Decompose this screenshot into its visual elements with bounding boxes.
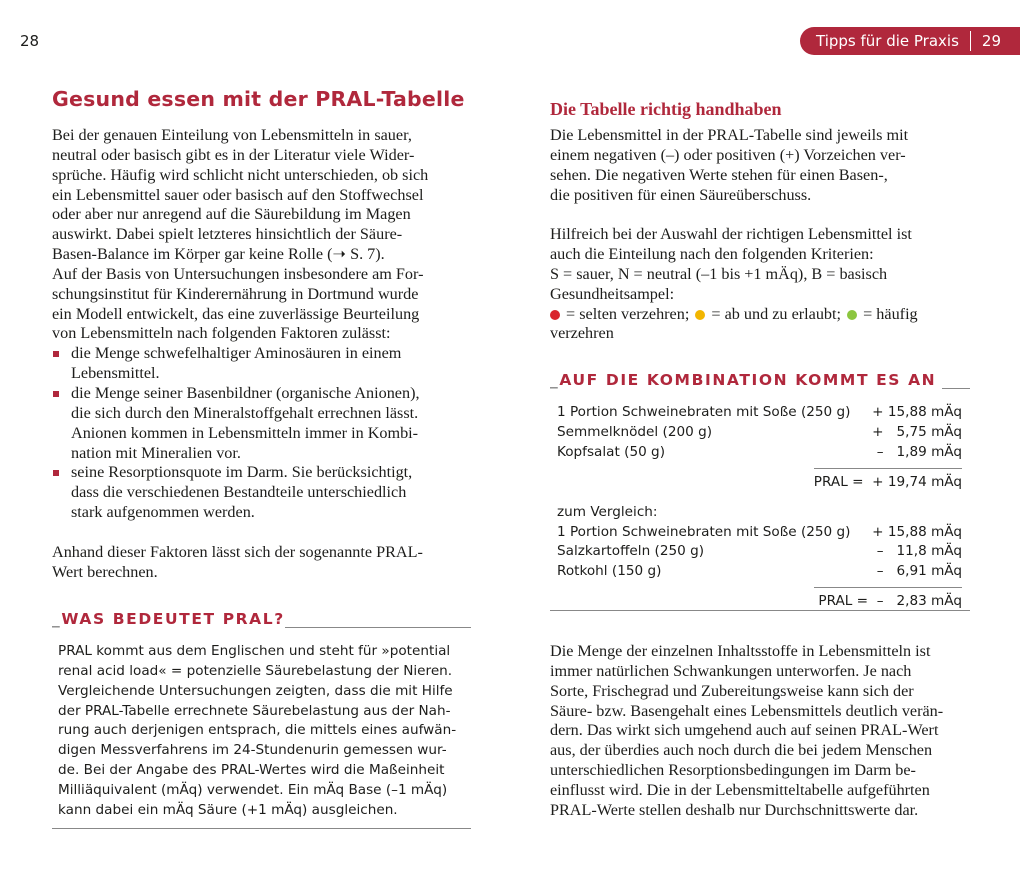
pral-value: + 15,88 mÄq xyxy=(872,404,962,420)
paragraph xyxy=(550,225,918,304)
text-line: nation mit Mineralien vor. xyxy=(71,443,241,462)
text-line: die Menge seiner Basenbildner (organische Anionen), xyxy=(71,383,420,402)
food-item: 1 Portion Schweinebraten mit Soße (250 g) xyxy=(557,523,851,540)
page-number-left: 28 xyxy=(20,32,40,50)
text-line: kann dabei ein mÄq Säure (+1 mÄq) ausgleichen. xyxy=(58,801,398,818)
text-line: stark aufgenommen werden. xyxy=(71,503,255,522)
text-line: auch die Einteilung nach den folgenden Kriterien: xyxy=(550,245,874,264)
pral-table xyxy=(557,403,962,612)
text-line: oder aber nur anregend auf die Säurebildung im Magen xyxy=(52,205,411,224)
outro-paragraph xyxy=(52,543,428,583)
pral-total: PRAL = + 19,74 mÄq xyxy=(813,473,962,490)
ampel-line: = selten verzehren; = ab und zu erlaubt; = häufig xyxy=(550,305,918,325)
page-title: Gesund essen mit der PRAL-Tabelle xyxy=(52,87,465,111)
food-item: 1 Portion Schweinebraten mit Soße (250 g) xyxy=(557,404,851,420)
text-line: dass die verschiedenen Bestandteile unterschiedlich xyxy=(71,483,407,502)
divider xyxy=(285,627,471,628)
compare-label: zum Vergleich: xyxy=(557,503,658,520)
text-line: ein Lebensmittel sauer oder basisch auf den Stoffwechsel xyxy=(52,185,424,204)
text-line: die positiven für einen Säureüberschuss. xyxy=(550,185,812,204)
text-line: schungsinstitut für Kinderernährung in Dortmund wurde xyxy=(52,284,419,303)
pral-total: PRAL = – 2,83 mÄq xyxy=(818,593,962,610)
pral-value: – 6,91 mÄq xyxy=(876,563,962,580)
text-line: Gesundheitsampel: xyxy=(550,284,675,303)
text-line: Sorte, Frischegrad und Zubereitungsweise kann sich der xyxy=(550,681,914,700)
text-line: de. Bei der Angabe des PRAL-Wertes wird die Maßeinheit xyxy=(58,762,445,779)
ampel-line: verzehren xyxy=(550,324,614,343)
table-row xyxy=(557,423,962,443)
divider xyxy=(52,828,471,829)
table-row xyxy=(557,443,962,463)
text-line: PRAL kommt aus dem Englischen und steht für »potential xyxy=(58,643,451,659)
text-line: einflusst wird. Die in der Lebensmitteltabelle aufgeführten xyxy=(550,780,930,799)
left-body xyxy=(52,126,428,582)
green-dot-icon xyxy=(847,310,857,320)
running-header xyxy=(800,27,1020,55)
text-line: rung auch derjenigen entsprach, die mittels eines aufwän- xyxy=(58,722,457,739)
text-line: sprüche. Häufig wird schlicht nicht unterschieden, ob sich xyxy=(52,165,429,184)
pral-value: + 5,75 mÄq xyxy=(872,423,962,440)
section-label: Tipps für die Praxis xyxy=(816,32,959,50)
text-line: Anionen kommen in Lebensmitteln immer in Kombi- xyxy=(71,423,419,442)
table-row xyxy=(557,523,962,543)
pral-value: – 1,89 mÄq xyxy=(876,443,962,460)
list-item xyxy=(52,463,428,523)
text-line: Bei der genauen Einteilung von Lebensmitteln in sauer, xyxy=(52,126,412,144)
table-row xyxy=(557,542,962,562)
text-line: PRAL-Werte stellen deshalb nur Durchschnittswerte dar. xyxy=(550,800,919,819)
text-line: immer natürlichen Schwankungen unterworfen. Je nach xyxy=(550,661,912,680)
food-item: Salzkartoffeln (250 g) xyxy=(557,543,705,560)
bullet-list xyxy=(52,344,428,523)
text-line: Basen-Balance im Körper gar keine Rolle (➝ S. 7). xyxy=(52,245,385,264)
food-item: Rotkohl (150 g) xyxy=(557,563,662,580)
yellow-dot-icon xyxy=(695,310,705,320)
text-line: Die Menge der einzelnen Inhaltsstoffe in Lebensmitteln ist xyxy=(550,642,931,660)
text-line: sehen. Die negativen Werte stehen für einen Basen-, xyxy=(550,165,888,184)
paragraph xyxy=(550,642,943,821)
text-line: S = sauer, N = neutral (–1 bis +1 mÄq), B = basisch xyxy=(550,264,888,283)
text-line: dern. Das wirkt sich umgehend auch auf seinen PRAL-Wert xyxy=(550,721,939,740)
text-line: Säure- bzw. Basengehalt eines Lebensmittels deutlich verän- xyxy=(550,701,944,720)
text-line: seine Resorptionsquote im Darm. Sie berücksichtigt, xyxy=(71,463,413,482)
text-line: ein Modell entwickelt, das eine zuverlässige Beurteilung xyxy=(52,304,420,323)
text-line: von Lebensmitteln nach folgenden Faktoren zulässt: xyxy=(52,324,391,343)
text-line: unterschiedlichen Resorptionsbedingungen im Darm be- xyxy=(550,761,916,780)
section-subtitle: Die Tabelle richtig handhaben xyxy=(550,99,782,119)
text-line: Die Lebensmittel in der PRAL-Tabelle sind jeweils mit xyxy=(550,126,909,144)
table-row xyxy=(557,562,962,582)
list-item xyxy=(52,344,428,384)
text-line: die Menge schwefelhaltiger Aminosäuren in einem xyxy=(71,344,402,363)
page-number-right: 29 xyxy=(981,32,1001,50)
table-row xyxy=(557,403,962,423)
intro-paragraph xyxy=(52,126,428,344)
pral-box-text xyxy=(58,642,456,821)
text-line: Lebensmittel. xyxy=(71,364,160,383)
text-line: aus, der überdies auch noch durch die bei jedem Menschen xyxy=(550,741,933,760)
list-item xyxy=(52,384,428,463)
food-item: Kopfsalat (50 g) xyxy=(557,443,665,460)
divider xyxy=(970,31,971,51)
text-line: auswirkt. Dabei spielt letzteres hinsichtlich der Säure- xyxy=(52,225,403,244)
text-line: Auf der Basis von Untersuchungen insbesondere am For- xyxy=(52,264,424,283)
paragraph xyxy=(550,126,918,205)
divider xyxy=(550,610,970,611)
text-line: Wert berechnen. xyxy=(52,562,158,581)
text-line: einem negativen (–) oder positiven (+) Vorzeichen ver- xyxy=(550,145,906,164)
text-line: Milliäquivalent (mÄq) verwendet. Ein mÄq Base (–1 mÄq) xyxy=(58,781,448,798)
text-line: die sich durch den Mineralstoffgehalt errechnen lässt. xyxy=(71,403,419,422)
right-body xyxy=(550,126,918,344)
text-line: der PRAL-Tabelle errechnete Säurebelastung aus der Nah- xyxy=(58,702,451,719)
red-dot-icon xyxy=(550,310,560,320)
food-item: Semmelknödel (200 g) xyxy=(557,423,713,440)
text-line: neutral oder basisch gibt es in der Literatur viele Wider- xyxy=(52,145,415,164)
bullet-square-icon xyxy=(53,391,59,397)
text-line: Anhand dieser Faktoren lässt sich der sogenannte PRAL- xyxy=(52,542,423,561)
text-line: renal acid load« = potenzielle Säurebelastung der Nieren. xyxy=(58,662,453,679)
text-line: Vergleichende Untersuchungen zeigten, dass die mit Hilfe xyxy=(58,682,453,699)
box-title-kombination: _AUF DIE KOMBINATION KOMMT ES AN xyxy=(550,371,937,389)
divider xyxy=(942,388,970,389)
pral-value: – 11,8 mÄq xyxy=(876,543,962,560)
box-title-pral: _WAS BEDEUTET PRAL? xyxy=(52,610,285,628)
text-line: digen Messverfahrens im 24-Stundenurin gemessen wur- xyxy=(58,742,447,759)
bullet-square-icon xyxy=(53,470,59,476)
bullet-square-icon xyxy=(53,351,59,357)
pral-value: + 15,88 mÄq xyxy=(872,523,962,540)
text-line: Hilfreich bei der Auswahl der richtigen Lebensmittel ist xyxy=(550,225,912,244)
